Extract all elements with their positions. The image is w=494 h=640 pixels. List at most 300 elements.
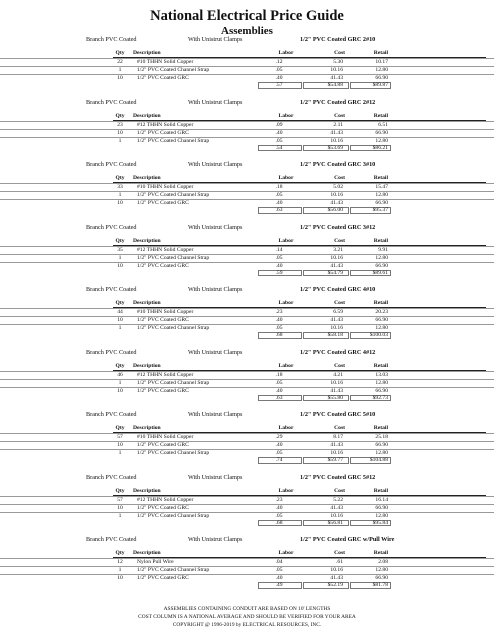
col-qty: Qty	[115, 50, 125, 56]
cell-labor: .14	[275, 246, 283, 253]
col-qty: Qty	[115, 362, 125, 369]
cell-qty: 1	[118, 325, 122, 331]
section-type: With Unistrut Clamps	[188, 286, 243, 293]
cell-description: 1/2" PVC Coated Channel Strap	[137, 325, 210, 331]
column-headers	[0, 425, 494, 432]
assembly-name: 1/2" PVC Coated GRC 5#10	[300, 411, 376, 418]
cell-labor: .29	[275, 434, 283, 440]
col-description: Description	[133, 237, 161, 244]
section-type: With Unistrut Clamps	[188, 36, 243, 43]
cell-cost: 41.43	[330, 317, 343, 323]
cell-labor: .40	[275, 129, 283, 136]
section-category: Branch PVC Coated	[86, 223, 137, 231]
section-category: Branch PVC Coated	[86, 411, 137, 418]
total-labor: .63	[275, 207, 283, 213]
assembly-section	[0, 36, 494, 99]
cell-description: 1/2" PVC Coated GRC	[137, 504, 189, 511]
cell-labor: .05	[275, 512, 283, 519]
total-retail: $89.61	[372, 269, 388, 276]
table-row	[0, 316, 494, 324]
cell-qty: 44	[117, 309, 123, 315]
cell-cost: .61	[336, 559, 343, 565]
total-labor: .59	[275, 269, 283, 276]
cell-qty: 22	[117, 59, 123, 65]
col-qty: Qty	[115, 237, 125, 244]
cell-cost: 10.16	[330, 450, 343, 456]
cell-labor: .40	[275, 262, 283, 269]
cell-cost: 8.17	[333, 434, 343, 440]
cell-qty: 1	[118, 137, 122, 144]
total-retail: $86.21	[372, 144, 388, 151]
cell-labor: .18	[275, 371, 283, 378]
total-retail: $89.87	[372, 82, 388, 88]
table-row	[0, 512, 494, 520]
page-title: National Electrical Price Guide	[150, 8, 344, 24]
cell-qty: 46	[117, 371, 123, 378]
section-type: With Unistrut Clamps	[188, 348, 243, 356]
section-header	[0, 474, 494, 482]
cell-retail: 66.90	[375, 262, 388, 269]
total-retail: $95.37	[372, 207, 388, 213]
assembly-section	[0, 349, 494, 412]
col-description: Description	[133, 487, 161, 494]
col-qty: Qty	[115, 487, 125, 494]
total-labor: .54	[275, 144, 283, 151]
col-cost: Cost	[334, 425, 345, 431]
cell-retail: 16.14	[375, 496, 388, 503]
cell-description: 1/2" PVC Coated GRC	[137, 575, 189, 581]
cell-description: 1/2" PVC Coated Channel Strap	[137, 379, 210, 386]
col-description: Description	[133, 300, 161, 306]
col-labor: Labor	[278, 50, 294, 56]
section-category: Branch PVC Coated	[86, 286, 137, 293]
table-row	[0, 246, 494, 254]
cell-description: 1/2" PVC Coated Channel Strap	[137, 67, 210, 73]
col-labor: Labor	[278, 112, 294, 119]
cell-qty: 12	[117, 559, 123, 565]
table-row	[0, 199, 494, 207]
column-headers	[0, 363, 494, 370]
cell-labor: .40	[275, 504, 283, 511]
cell-description: #10 THHN Solid Copper	[137, 434, 194, 440]
cell-description: 1/2" PVC Coated GRC	[137, 129, 189, 136]
col-cost: Cost	[334, 50, 345, 56]
cell-retail: 13.03	[375, 371, 388, 378]
footer-line: ASSEMBLIES CONTAINING CONDUIT ARE BASED ON 10' LENGTHS	[163, 606, 331, 612]
section-category: Branch PVC Coated	[86, 536, 137, 543]
col-description: Description	[133, 112, 161, 119]
section-type: With Unistrut Clamps	[188, 223, 243, 231]
total-labor: .49	[275, 582, 283, 588]
col-labor: Labor	[278, 425, 294, 431]
col-description: Description	[133, 50, 161, 56]
cell-retail: 66.90	[375, 129, 388, 136]
table-row	[0, 566, 494, 574]
table-row	[0, 441, 494, 449]
cell-qty: 57	[117, 496, 123, 503]
page-subtitle: Assemblies	[221, 25, 273, 37]
cell-cost: 2.11	[333, 121, 343, 128]
col-cost: Cost	[334, 362, 345, 369]
total-labor: .68	[275, 332, 283, 338]
col-cost: Cost	[334, 112, 345, 119]
footer-line: COPYRIGHT @ 1996-2019 by ELECTRICAL RESOURCES, INC.	[172, 622, 322, 628]
total-cost: $52.19	[327, 582, 343, 588]
table-row	[0, 504, 494, 512]
col-description: Description	[133, 550, 161, 556]
cell-labor: .05	[275, 67, 283, 73]
cell-description: #10 THHN Solid Copper	[137, 309, 194, 315]
section-category: Branch PVC Coated	[86, 348, 137, 356]
cell-description: #10 THHN Solid Copper	[137, 59, 194, 65]
cell-retail: 12.80	[375, 450, 388, 456]
col-retail: Retail	[373, 50, 388, 56]
section-header	[0, 536, 494, 544]
cell-labor: .40	[275, 317, 283, 323]
section-header	[0, 36, 494, 44]
assemblies-list	[0, 36, 494, 599]
cell-qty: 1	[118, 192, 122, 198]
cell-qty: 1	[118, 512, 122, 519]
total-retail: $81.78	[372, 582, 388, 588]
total-cost: $55.80	[327, 394, 343, 401]
cell-cost: 10.16	[330, 254, 343, 261]
cell-labor: .05	[275, 379, 283, 386]
total-row	[0, 207, 494, 214]
total-row	[0, 270, 494, 277]
cell-labor: .12	[275, 59, 283, 65]
cell-description: 1/2" PVC Coated GRC	[137, 317, 189, 323]
table-row	[0, 183, 494, 191]
col-description: Description	[133, 425, 161, 431]
total-row	[0, 332, 494, 339]
col-cost: Cost	[334, 175, 345, 181]
cell-retail: 66.90	[375, 387, 388, 394]
cell-retail: 66.90	[375, 575, 388, 581]
section-category: Branch PVC Coated	[86, 98, 137, 106]
total-row	[0, 457, 494, 464]
table-row	[0, 137, 494, 145]
assembly-section	[0, 286, 494, 349]
total-retail: $100.03	[369, 332, 388, 338]
cell-description: #12 THHN Solid Copper	[137, 246, 194, 253]
cell-cost: 41.43	[330, 262, 343, 269]
cell-description: 1/2" PVC Coated GRC	[137, 442, 189, 448]
total-cost: $53.69	[327, 144, 343, 151]
section-header	[0, 349, 494, 357]
col-cost: Cost	[334, 487, 345, 494]
assembly-name: 1/2" PVC Coated GRC 4#10	[300, 286, 376, 293]
col-labor: Labor	[278, 487, 294, 494]
cell-labor: .40	[275, 75, 283, 81]
cell-retail: 12.80	[375, 137, 388, 144]
assembly-section	[0, 474, 494, 537]
col-retail: Retail	[373, 300, 388, 306]
cell-labor: .04	[275, 559, 283, 565]
cell-cost: 10.16	[330, 512, 343, 519]
cell-cost: 41.43	[330, 387, 343, 394]
cell-retail: 12.80	[375, 67, 388, 73]
cell-qty: 57	[117, 434, 123, 440]
column-headers	[0, 113, 494, 120]
cell-cost: 10.16	[330, 325, 343, 331]
col-labor: Labor	[278, 362, 294, 369]
table-row	[0, 308, 494, 316]
col-cost: Cost	[334, 237, 345, 244]
cell-retail: 9.91	[378, 246, 388, 253]
table-row	[0, 74, 494, 82]
total-retail: $95.84	[372, 519, 388, 526]
cell-qty: 10	[117, 317, 123, 323]
column-headers	[0, 50, 494, 57]
table-row	[0, 558, 494, 566]
cell-labor: .05	[275, 192, 283, 198]
cell-qty: 10	[117, 262, 123, 269]
cell-cost: 41.43	[330, 504, 343, 511]
cell-qty: 10	[117, 75, 123, 81]
total-labor: .74	[275, 457, 283, 463]
cell-labor: .23	[275, 496, 283, 503]
col-retail: Retail	[373, 112, 388, 119]
cell-retail: 10.17	[375, 59, 388, 65]
section-header	[0, 99, 494, 107]
col-qty: Qty	[115, 550, 125, 556]
assembly-name: 1/2" PVC Coated GRC w/Pull Wire	[300, 536, 395, 543]
cell-cost: 41.43	[330, 575, 343, 581]
section-category: Branch PVC Coated	[86, 36, 137, 43]
cell-qty: 10	[117, 442, 123, 448]
assembly-name: 1/2" PVC Coated GRC 2#10	[300, 36, 376, 43]
cell-retail: 12.80	[375, 567, 388, 573]
total-row	[0, 520, 494, 527]
cell-description: #12 THHN Solid Copper	[137, 371, 194, 378]
cell-labor: .05	[275, 325, 283, 331]
cell-description: 1/2" PVC Coated GRC	[137, 75, 189, 81]
cell-retail: 12.80	[375, 325, 388, 331]
cell-cost: 4.21	[333, 371, 343, 378]
cell-description: 1/2" PVC Coated GRC	[137, 200, 189, 206]
cell-description: 1/2" PVC Coated Channel Strap	[137, 137, 210, 144]
cell-labor: .18	[275, 184, 283, 190]
col-description: Description	[133, 175, 161, 181]
cell-qty: 23	[117, 121, 123, 128]
section-type: With Unistrut Clamps	[188, 161, 243, 168]
table-row	[0, 496, 494, 504]
cell-qty: 10	[117, 504, 123, 511]
cell-qty: 10	[117, 575, 123, 581]
col-labor: Labor	[278, 300, 294, 306]
col-description: Description	[133, 362, 161, 369]
total-cost: $56.00	[327, 207, 343, 213]
total-cost: $54.88	[327, 82, 343, 88]
col-labor: Labor	[278, 550, 294, 556]
total-labor: .63	[275, 394, 283, 401]
cell-retail: 66.90	[375, 317, 388, 323]
total-labor: .68	[275, 519, 283, 526]
assembly-section	[0, 99, 494, 162]
assembly-name: 1/2" PVC Coated GRC 3#10	[300, 161, 376, 168]
col-qty: Qty	[115, 112, 125, 119]
cell-qty: 10	[117, 387, 123, 394]
col-qty: Qty	[115, 175, 125, 181]
assembly-name: 1/2" PVC Coated GRC 5#12	[300, 473, 376, 481]
cell-description: 1/2" PVC Coated Channel Strap	[137, 192, 210, 198]
section-type: With Unistrut Clamps	[188, 473, 243, 481]
col-retail: Retail	[373, 175, 388, 181]
col-labor: Labor	[278, 175, 294, 181]
col-retail: Retail	[373, 425, 388, 431]
col-retail: Retail	[373, 487, 388, 494]
col-cost: Cost	[334, 300, 345, 306]
cell-description: 1/2" PVC Coated Channel Strap	[137, 450, 210, 456]
cell-retail: 2.08	[378, 559, 388, 565]
cell-labor: .40	[275, 575, 283, 581]
table-row	[0, 262, 494, 270]
cell-cost: 10.16	[330, 192, 343, 198]
col-labor: Labor	[278, 237, 294, 244]
cell-qty: 1	[118, 67, 122, 73]
col-cost: Cost	[334, 550, 345, 556]
cell-description: 1/2" PVC Coated Channel Strap	[137, 567, 210, 573]
table-row	[0, 129, 494, 137]
column-headers	[0, 300, 494, 307]
section-header	[0, 161, 494, 169]
cell-retail: 12.80	[375, 512, 388, 519]
cell-labor: .05	[275, 137, 283, 144]
assembly-name: 1/2" PVC Coated GRC 2#12	[300, 98, 376, 106]
total-row	[0, 82, 494, 89]
cell-description: 1/2" PVC Coated GRC	[137, 262, 189, 269]
cell-cost: 10.16	[330, 379, 343, 386]
cell-labor: .05	[275, 567, 283, 573]
cell-cost: 10.16	[330, 137, 343, 144]
cell-cost: 41.43	[330, 129, 343, 136]
cell-labor: .40	[275, 200, 283, 206]
assembly-name: 1/2" PVC Coated GRC 4#12	[300, 348, 376, 356]
cell-cost: 41.43	[330, 200, 343, 206]
cell-retail: 6.51	[378, 121, 388, 128]
cell-cost: 3.21	[333, 246, 343, 253]
assembly-section	[0, 411, 494, 474]
cell-labor: .09	[275, 121, 283, 128]
cell-description: 1/2" PVC Coated Channel Strap	[137, 254, 210, 261]
table-row	[0, 371, 494, 379]
table-row	[0, 66, 494, 74]
section-type: With Unistrut Clamps	[188, 536, 243, 543]
cell-labor: .05	[275, 450, 283, 456]
cell-qty: 10	[117, 129, 123, 136]
column-headers	[0, 550, 494, 557]
cell-retail: 66.90	[375, 504, 388, 511]
cell-description: 1/2" PVC Coated GRC	[137, 387, 189, 394]
cell-qty: 1	[118, 450, 122, 456]
table-row	[0, 191, 494, 199]
cell-description: #12 THHN Solid Copper	[137, 496, 194, 503]
total-row	[0, 145, 494, 152]
cell-retail: 12.80	[375, 192, 388, 198]
col-retail: Retail	[373, 550, 388, 556]
total-retail: $104.88	[369, 457, 388, 463]
table-row	[0, 433, 494, 441]
cell-qty: 1	[118, 567, 122, 573]
col-retail: Retail	[373, 362, 388, 369]
cell-qty: 10	[117, 200, 123, 206]
cell-cost: 5.22	[333, 496, 343, 503]
cell-cost: 10.16	[330, 567, 343, 573]
section-header	[0, 286, 494, 294]
table-row	[0, 324, 494, 332]
cell-labor: .40	[275, 387, 283, 394]
total-cost: $54.79	[327, 269, 343, 276]
total-retail: $92.73	[372, 394, 388, 401]
column-headers	[0, 175, 494, 182]
section-category: Branch PVC Coated	[86, 473, 137, 481]
cell-description: #10 THHN Solid Copper	[137, 184, 194, 190]
section-type: With Unistrut Clamps	[188, 411, 243, 418]
col-qty: Qty	[115, 300, 125, 306]
assembly-section	[0, 161, 494, 224]
column-headers	[0, 238, 494, 245]
cell-labor: .23	[275, 309, 283, 315]
cell-retail: 66.90	[375, 75, 388, 81]
cell-retail: 66.90	[375, 200, 388, 206]
cell-labor: .05	[275, 254, 283, 261]
cell-retail: 12.80	[375, 254, 388, 261]
total-cost: $58.18	[327, 332, 343, 338]
assembly-section	[0, 536, 494, 599]
assembly-name: 1/2" PVC Coated GRC 3#12	[300, 223, 376, 231]
total-cost: $56.81	[327, 519, 343, 526]
cell-retail: 25.18	[375, 434, 388, 440]
section-type: With Unistrut Clamps	[188, 98, 243, 106]
section-header	[0, 411, 494, 419]
cell-retail: 20.23	[375, 309, 388, 315]
total-labor: .57	[275, 82, 283, 88]
cell-description: Nylon Pull Wire	[137, 559, 174, 565]
total-row	[0, 582, 494, 589]
cell-cost: 41.43	[330, 75, 343, 81]
table-row	[0, 254, 494, 262]
footer-line: COST COLUMN IS A NATIONAL AVERAGE AND SHOULD BE VERIFIED FOR YOUR AREA	[138, 614, 356, 620]
cell-cost: 5.02	[333, 184, 343, 190]
cell-retail: 15.47	[375, 184, 388, 190]
cell-qty: 33	[117, 184, 123, 190]
assembly-section	[0, 224, 494, 287]
table-row	[0, 379, 494, 387]
cell-labor: .40	[275, 442, 283, 448]
cell-qty: 1	[118, 379, 122, 386]
section-header	[0, 224, 494, 232]
cell-cost: 10.16	[330, 67, 343, 73]
cell-qty: 35	[117, 246, 123, 253]
table-row	[0, 574, 494, 582]
cell-cost: 6.59	[333, 309, 343, 315]
table-row	[0, 58, 494, 66]
section-category: Branch PVC Coated	[86, 161, 137, 168]
cell-qty: 1	[118, 254, 122, 261]
col-retail: Retail	[373, 237, 388, 244]
cell-cost: 41.43	[330, 442, 343, 448]
table-row	[0, 449, 494, 457]
table-row	[0, 387, 494, 395]
cell-description: #12 THHN Solid Copper	[137, 121, 194, 128]
table-row	[0, 121, 494, 129]
column-headers	[0, 488, 494, 495]
cell-retail: 66.90	[375, 442, 388, 448]
col-qty: Qty	[115, 425, 125, 431]
total-cost: $59.77	[327, 457, 343, 463]
cell-description: 1/2" PVC Coated Channel Strap	[137, 512, 210, 519]
